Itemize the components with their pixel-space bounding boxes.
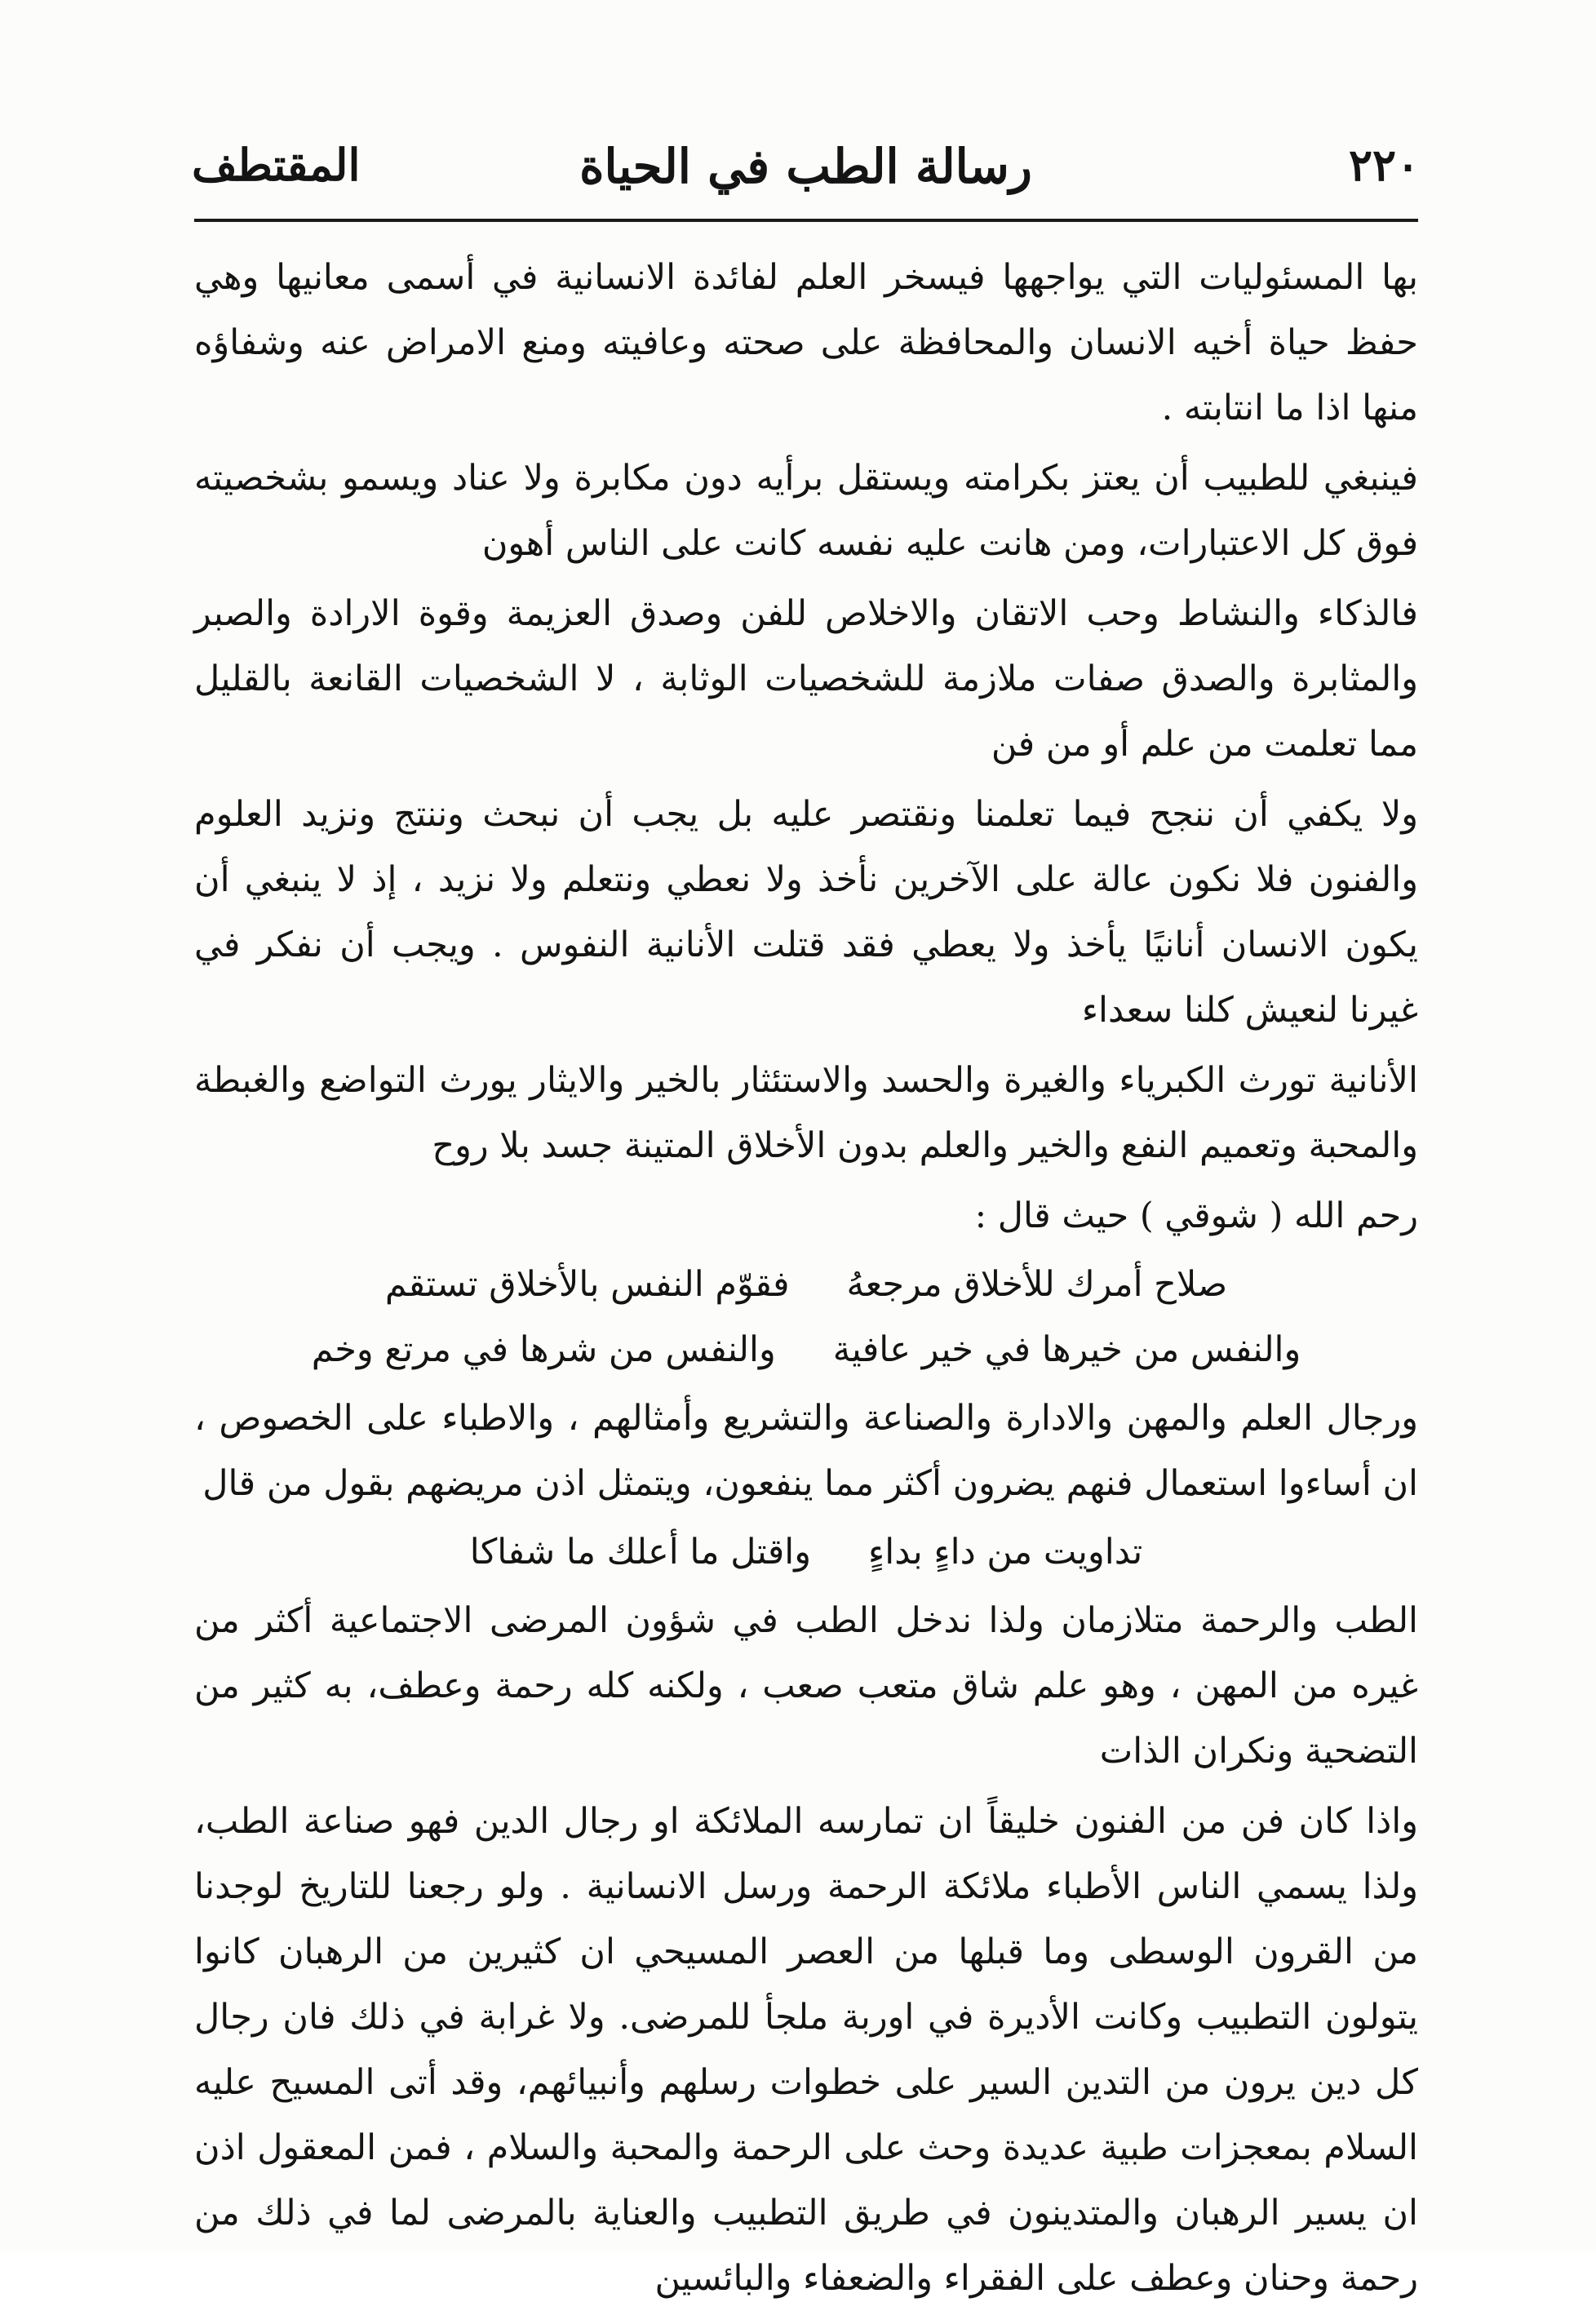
- verse-first-hemistich: صلاح أمرك للأخلاق مرجعهُ: [846, 1264, 1228, 1305]
- verse-second-hemistich: واقتل ما أعلك ما شفاكا: [469, 1532, 812, 1572]
- paragraph: ورجال العلم والمهن والادارة والصناعة والتشريع وأمثالهم ، والاطباء على الخصوص ، ان أساءوا استعمال فنهم يضرون أكثر مما ينفعون، ويتمثل اذن مريضهم بقول من قال: [194, 1398, 1418, 1504]
- poem-verse: [194, 1317, 1418, 1382]
- verse-first-hemistich: والنفس من خيرها في خير عافية: [832, 1329, 1301, 1370]
- paragraph: ولا يكفي أن ننجح فيما تعلمنا ونقتصر عليه بل يجب أن نبحث وننتج ونزيد العلوم والفنون فلا نكون عالة على الآخرين نأخذ ولا نعطي ونتعلم ولا نزيد ، إذ لا ينبغي أن يكون الانسان أنانيًا يأخذ ولا يعطي فقد قتلت الأنانية النفوس . ويجب أن نفكر في غيرنا لنعيش كلنا سعداء: [194, 794, 1418, 1031]
- article-body: [194, 245, 1418, 2311]
- running-title: رسالة الطب في الحياة: [579, 139, 1032, 194]
- poem-verse: [194, 1252, 1418, 1317]
- poem-intro: رحم الله ( شوقي ) حيث قال :: [974, 1195, 1418, 1236]
- page-number: ٢٢٠: [1348, 139, 1420, 191]
- page-header: [192, 139, 1420, 212]
- poem-shawqi: [194, 1252, 1418, 1382]
- paragraph: فالذكاء والنشاط وحب الاتقان والاخلاص للفن وصدق العزيمة وقوة الارادة والصبر والمثابرة والصدق صفات ملازمة للشخصيات الوثابة ، لا الشخصيات القانعة بالقليل مما تعلمت من علم أو من فن: [194, 593, 1418, 765]
- verse-first-hemistich: تداويت من داءٍ بداءٍ: [868, 1532, 1143, 1572]
- paragraph: بها المسئوليات التي يواجهها فيسخر العلم لفائدة الانسانية في أسمى معانيها وهي حفظ حياة أخيه الانسان والمحافظة على صحته وعافيته ومنع الامراض عنه وشفاؤه منها اذا ما انتابته .: [194, 257, 1418, 428]
- paragraph: فينبغي للطبيب أن يعتز بكرامته ويستقل برأيه دون مكابرة ولا عناد ويسمو بشخصيته فوق كل الاعتبارات، ومن هانت عليه نفسه كانت على الناس أهون: [194, 458, 1418, 564]
- journal-name: المقتطف: [192, 139, 361, 191]
- header-rule: [194, 219, 1418, 222]
- poem-verse: [194, 1519, 1418, 1585]
- verse-second-hemistich: والنفس من شرها في مرتع وخم: [311, 1329, 776, 1370]
- verse-second-hemistich: فقوّم النفس بالأخلاق تستقم: [384, 1264, 790, 1305]
- paragraph: الأنانية تورث الكبرياء والغيرة والحسد والاستئثار بالخير والايثار يورث التواضع والغبطة والمحبة وتعميم النفع والخير والعلم بدون الأخلاق المتينة جسد بلا روح: [194, 1060, 1418, 1166]
- paragraph: واذا كان فن من الفنون خليقاً ان تمارسه الملائكة او رجال الدين فهو صناعة الطب، ولذا يسمي الناس الأطباء ملائكة الرحمة ورسل الانسانية . ولو رجعنا للتاريخ لوجدنا من القرون الوسطى وما قبلها من العصر المسيحي ان كثيرين من الرهبان كانوا يتولون التطبيب وكانت الأديرة في اوربة ملجأ للمرضى. ولا غرابة في ذلك فان رجال كل دين يرون من التدين السير على خطوات رسلهم وأنبيائهم، وقد أتى المسيح عليه السلام بمعجزات طبية عديدة وحث على الرحمة والمحبة والسلام ، فمن المعقول اذن ان يسير الرهبان والمتدينون في طريق التطبيب والعناية بالمرضى لما في ذلك من رحمة وحنان وعطف على الفقراء والضعفاء والبائسين: [194, 1801, 1418, 2299]
- paragraph: الطب والرحمة متلازمان ولذا ندخل الطب في شؤون المرضى الاجتماعية أكثر من غيره من المهن ، وهو علم شاق متعب صعب ، ولكنه كله رحمة وعطف، به كثير من التضحية ونكران الذات: [194, 1600, 1418, 1772]
- poem-quote: [194, 1519, 1418, 1585]
